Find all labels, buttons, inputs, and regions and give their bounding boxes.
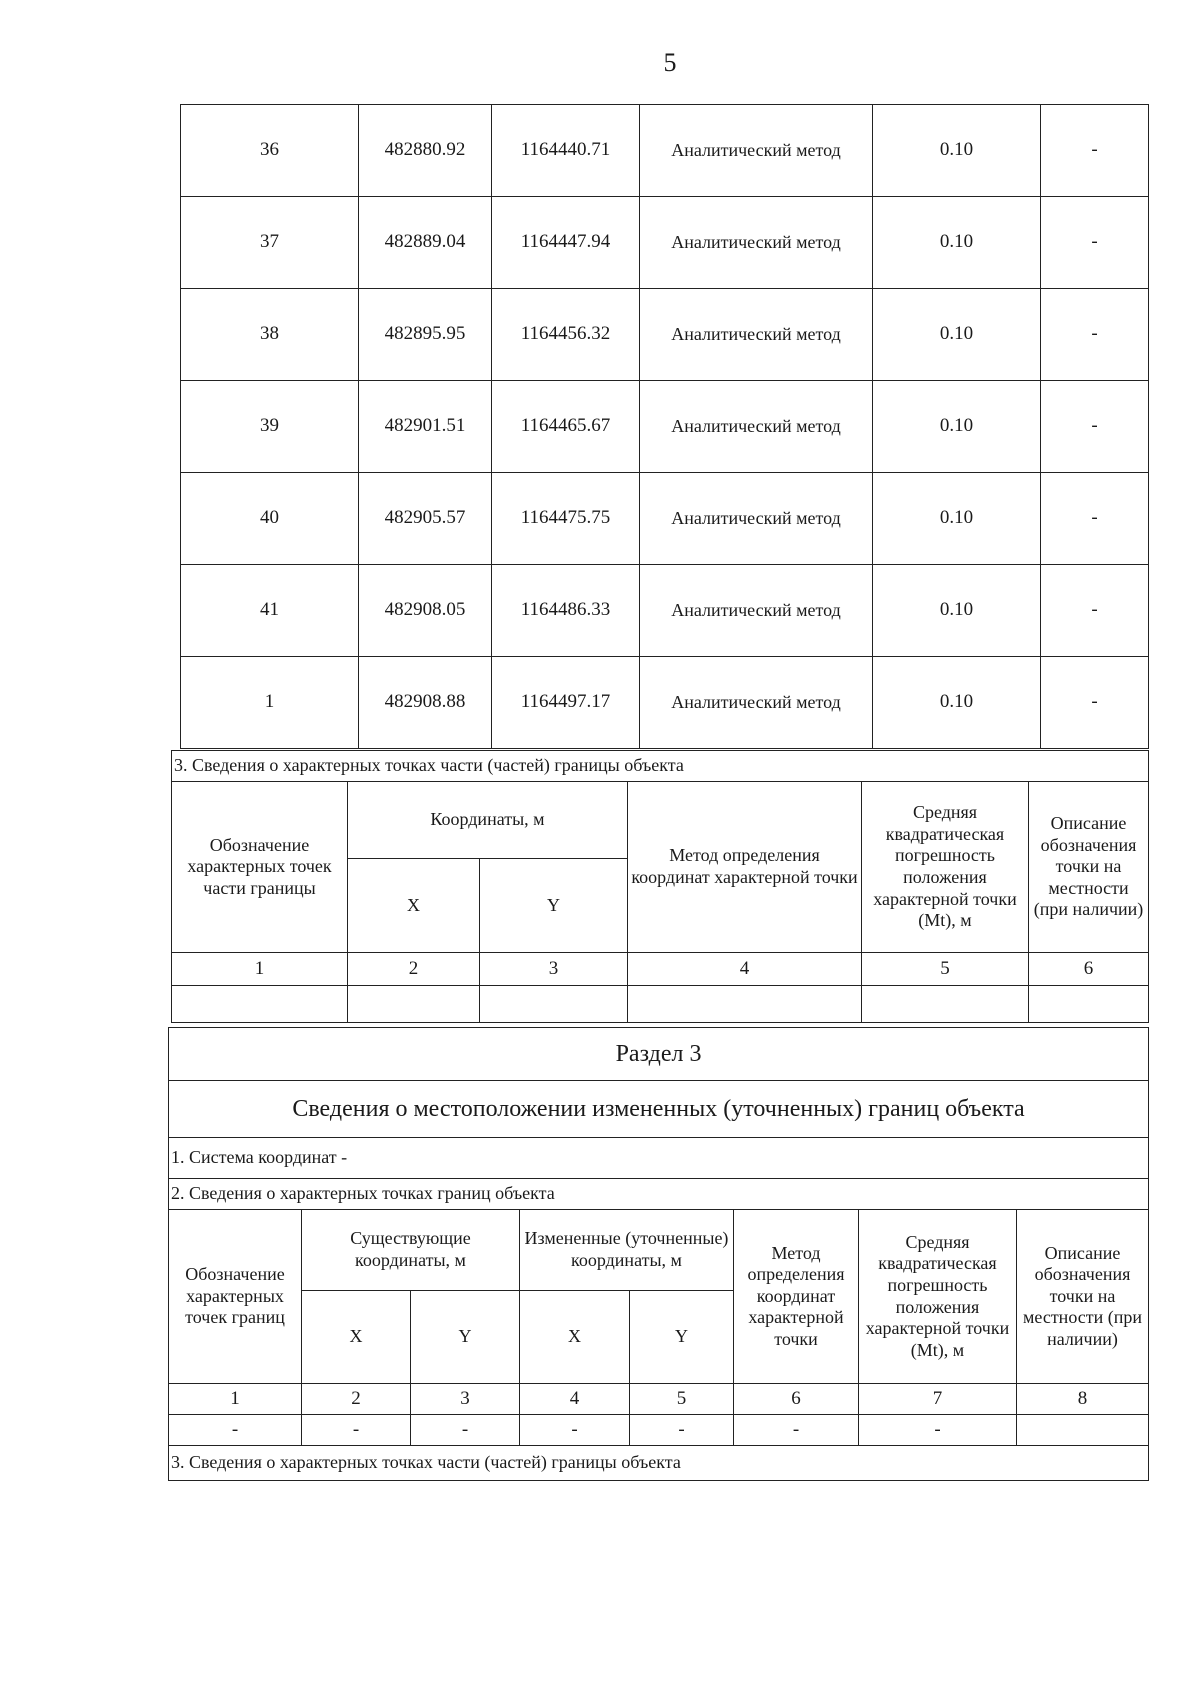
coordinate-row bbox=[181, 381, 1149, 473]
y-coordinate-cell: 1164440.71 bbox=[492, 105, 640, 197]
x-coordinate-cell: 482880.92 bbox=[359, 105, 492, 197]
point-number-cell: 40 bbox=[181, 473, 359, 565]
header-y: Y bbox=[480, 859, 628, 953]
column-number: 3 bbox=[411, 1384, 520, 1415]
mt-cell: 0.10 bbox=[873, 473, 1041, 565]
part-points-caption: 3. Сведения о характерных точках части (частей) границы объекта bbox=[169, 1446, 1149, 1481]
column-number: 7 bbox=[859, 1384, 1017, 1415]
part-points-caption: 3. Сведения о характерных точках части (частей) границы объекта bbox=[172, 751, 1149, 782]
dash-cell: - bbox=[734, 1415, 859, 1446]
column-number: 6 bbox=[734, 1384, 859, 1415]
empty-cell bbox=[172, 986, 348, 1023]
column-number: 6 bbox=[1029, 953, 1149, 986]
description-cell: - bbox=[1041, 381, 1149, 473]
method-cell: Аналитический метод bbox=[640, 381, 873, 473]
coordinate-row bbox=[181, 289, 1149, 381]
header-x: X bbox=[302, 1291, 411, 1384]
column-number: 1 bbox=[169, 1384, 302, 1415]
dash-cell bbox=[1017, 1415, 1149, 1446]
column-number: 2 bbox=[348, 953, 480, 986]
point-number-cell: 36 bbox=[181, 105, 359, 197]
y-coordinate-cell: 1164486.33 bbox=[492, 565, 640, 657]
header-y: Y bbox=[630, 1291, 734, 1384]
dash-cell: - bbox=[859, 1415, 1017, 1446]
header-x: X bbox=[520, 1291, 630, 1384]
x-coordinate-cell: 482905.57 bbox=[359, 473, 492, 565]
column-number: 2 bbox=[302, 1384, 411, 1415]
description-cell: - bbox=[1041, 197, 1149, 289]
header-y: Y bbox=[411, 1291, 520, 1384]
column-number: 5 bbox=[862, 953, 1029, 986]
header-coords: Координаты, м bbox=[348, 782, 628, 859]
method-cell: Аналитический метод bbox=[640, 105, 873, 197]
header-description: Описание обозначения точки на местности (при наличии) bbox=[1017, 1210, 1149, 1384]
header-designation: Обозначение характерных точек границ bbox=[169, 1210, 302, 1384]
x-coordinate-cell: 482889.04 bbox=[359, 197, 492, 289]
column-number: 1 bbox=[172, 953, 348, 986]
x-coordinate-cell: 482901.51 bbox=[359, 381, 492, 473]
coordinate-row bbox=[181, 565, 1149, 657]
dash-cell: - bbox=[520, 1415, 630, 1446]
point-number-cell: 39 bbox=[181, 381, 359, 473]
mt-cell: 0.10 bbox=[873, 197, 1041, 289]
point-number-cell: 38 bbox=[181, 289, 359, 381]
header-description: Описание обозначения точки на местности (при наличии) bbox=[1029, 782, 1149, 953]
mt-cell: 0.10 bbox=[873, 289, 1041, 381]
section-title: Раздел 3 bbox=[169, 1028, 1149, 1081]
description-cell: - bbox=[1041, 565, 1149, 657]
mt-cell: 0.10 bbox=[873, 565, 1041, 657]
header-x: X bbox=[348, 859, 480, 953]
description-cell: - bbox=[1041, 657, 1149, 749]
empty-cell bbox=[628, 986, 862, 1023]
method-cell: Аналитический метод bbox=[640, 289, 873, 381]
point-number-cell: 1 bbox=[181, 657, 359, 749]
coordinate-row bbox=[181, 473, 1149, 565]
coordinate-row bbox=[181, 657, 1149, 749]
column-number: 4 bbox=[520, 1384, 630, 1415]
point-number-cell: 41 bbox=[181, 565, 359, 657]
mt-cell: 0.10 bbox=[873, 381, 1041, 473]
column-number: 4 bbox=[628, 953, 862, 986]
description-cell: - bbox=[1041, 473, 1149, 565]
coordinate-row bbox=[181, 105, 1149, 197]
coordinates-table bbox=[180, 104, 1149, 749]
header-designation: Обозначение характерных точек части границы bbox=[172, 782, 348, 953]
header-method: Метод определения координат характерной точки bbox=[628, 782, 862, 953]
empty-cell bbox=[348, 986, 480, 1023]
section3-table bbox=[168, 1027, 1149, 1481]
section-subtitle: Сведения о местоположении измененных (уточненных) границ объекта bbox=[169, 1081, 1149, 1138]
empty-cell bbox=[862, 986, 1029, 1023]
page-number: 5 bbox=[663, 48, 677, 77]
coordinate-system: 1. Система координат - bbox=[169, 1138, 1149, 1179]
method-cell: Аналитический метод bbox=[640, 657, 873, 749]
coordinate-row bbox=[181, 197, 1149, 289]
point-number-cell: 37 bbox=[181, 197, 359, 289]
description-cell: - bbox=[1041, 105, 1149, 197]
y-coordinate-cell: 1164465.67 bbox=[492, 381, 640, 473]
points-caption: 2. Сведения о характерных точках границ объекта bbox=[169, 1179, 1149, 1210]
y-coordinate-cell: 1164456.32 bbox=[492, 289, 640, 381]
column-number: 3 bbox=[480, 953, 628, 986]
method-cell: Аналитический метод bbox=[640, 565, 873, 657]
y-coordinate-cell: 1164497.17 bbox=[492, 657, 640, 749]
y-coordinate-cell: 1164447.94 bbox=[492, 197, 640, 289]
header-existing-coords: Существующие координаты, м bbox=[302, 1210, 520, 1291]
column-number: 8 bbox=[1017, 1384, 1149, 1415]
empty-cell bbox=[1029, 986, 1149, 1023]
method-cell: Аналитический метод bbox=[640, 197, 873, 289]
dash-cell: - bbox=[411, 1415, 520, 1446]
dash-cell: - bbox=[302, 1415, 411, 1446]
header-mt: Средняя квадратическая погрешность положения характерной точки (Mt), м bbox=[859, 1210, 1017, 1384]
dash-cell: - bbox=[630, 1415, 734, 1446]
header-method: Метод определения координат характерной точки bbox=[734, 1210, 859, 1384]
x-coordinate-cell: 482908.88 bbox=[359, 657, 492, 749]
column-number: 5 bbox=[630, 1384, 734, 1415]
part-points-table bbox=[171, 750, 1149, 1023]
x-coordinate-cell: 482908.05 bbox=[359, 565, 492, 657]
empty-cell bbox=[480, 986, 628, 1023]
mt-cell: 0.10 bbox=[873, 105, 1041, 197]
header-mt: Средняя квадратическая погрешность положения характерной точки (Mt), м bbox=[862, 782, 1029, 953]
x-coordinate-cell: 482895.95 bbox=[359, 289, 492, 381]
y-coordinate-cell: 1164475.75 bbox=[492, 473, 640, 565]
dash-cell: - bbox=[169, 1415, 302, 1446]
description-cell: - bbox=[1041, 289, 1149, 381]
mt-cell: 0.10 bbox=[873, 657, 1041, 749]
header-changed-coords: Измененные (уточненные) координаты, м bbox=[520, 1210, 734, 1291]
method-cell: Аналитический метод bbox=[640, 473, 873, 565]
